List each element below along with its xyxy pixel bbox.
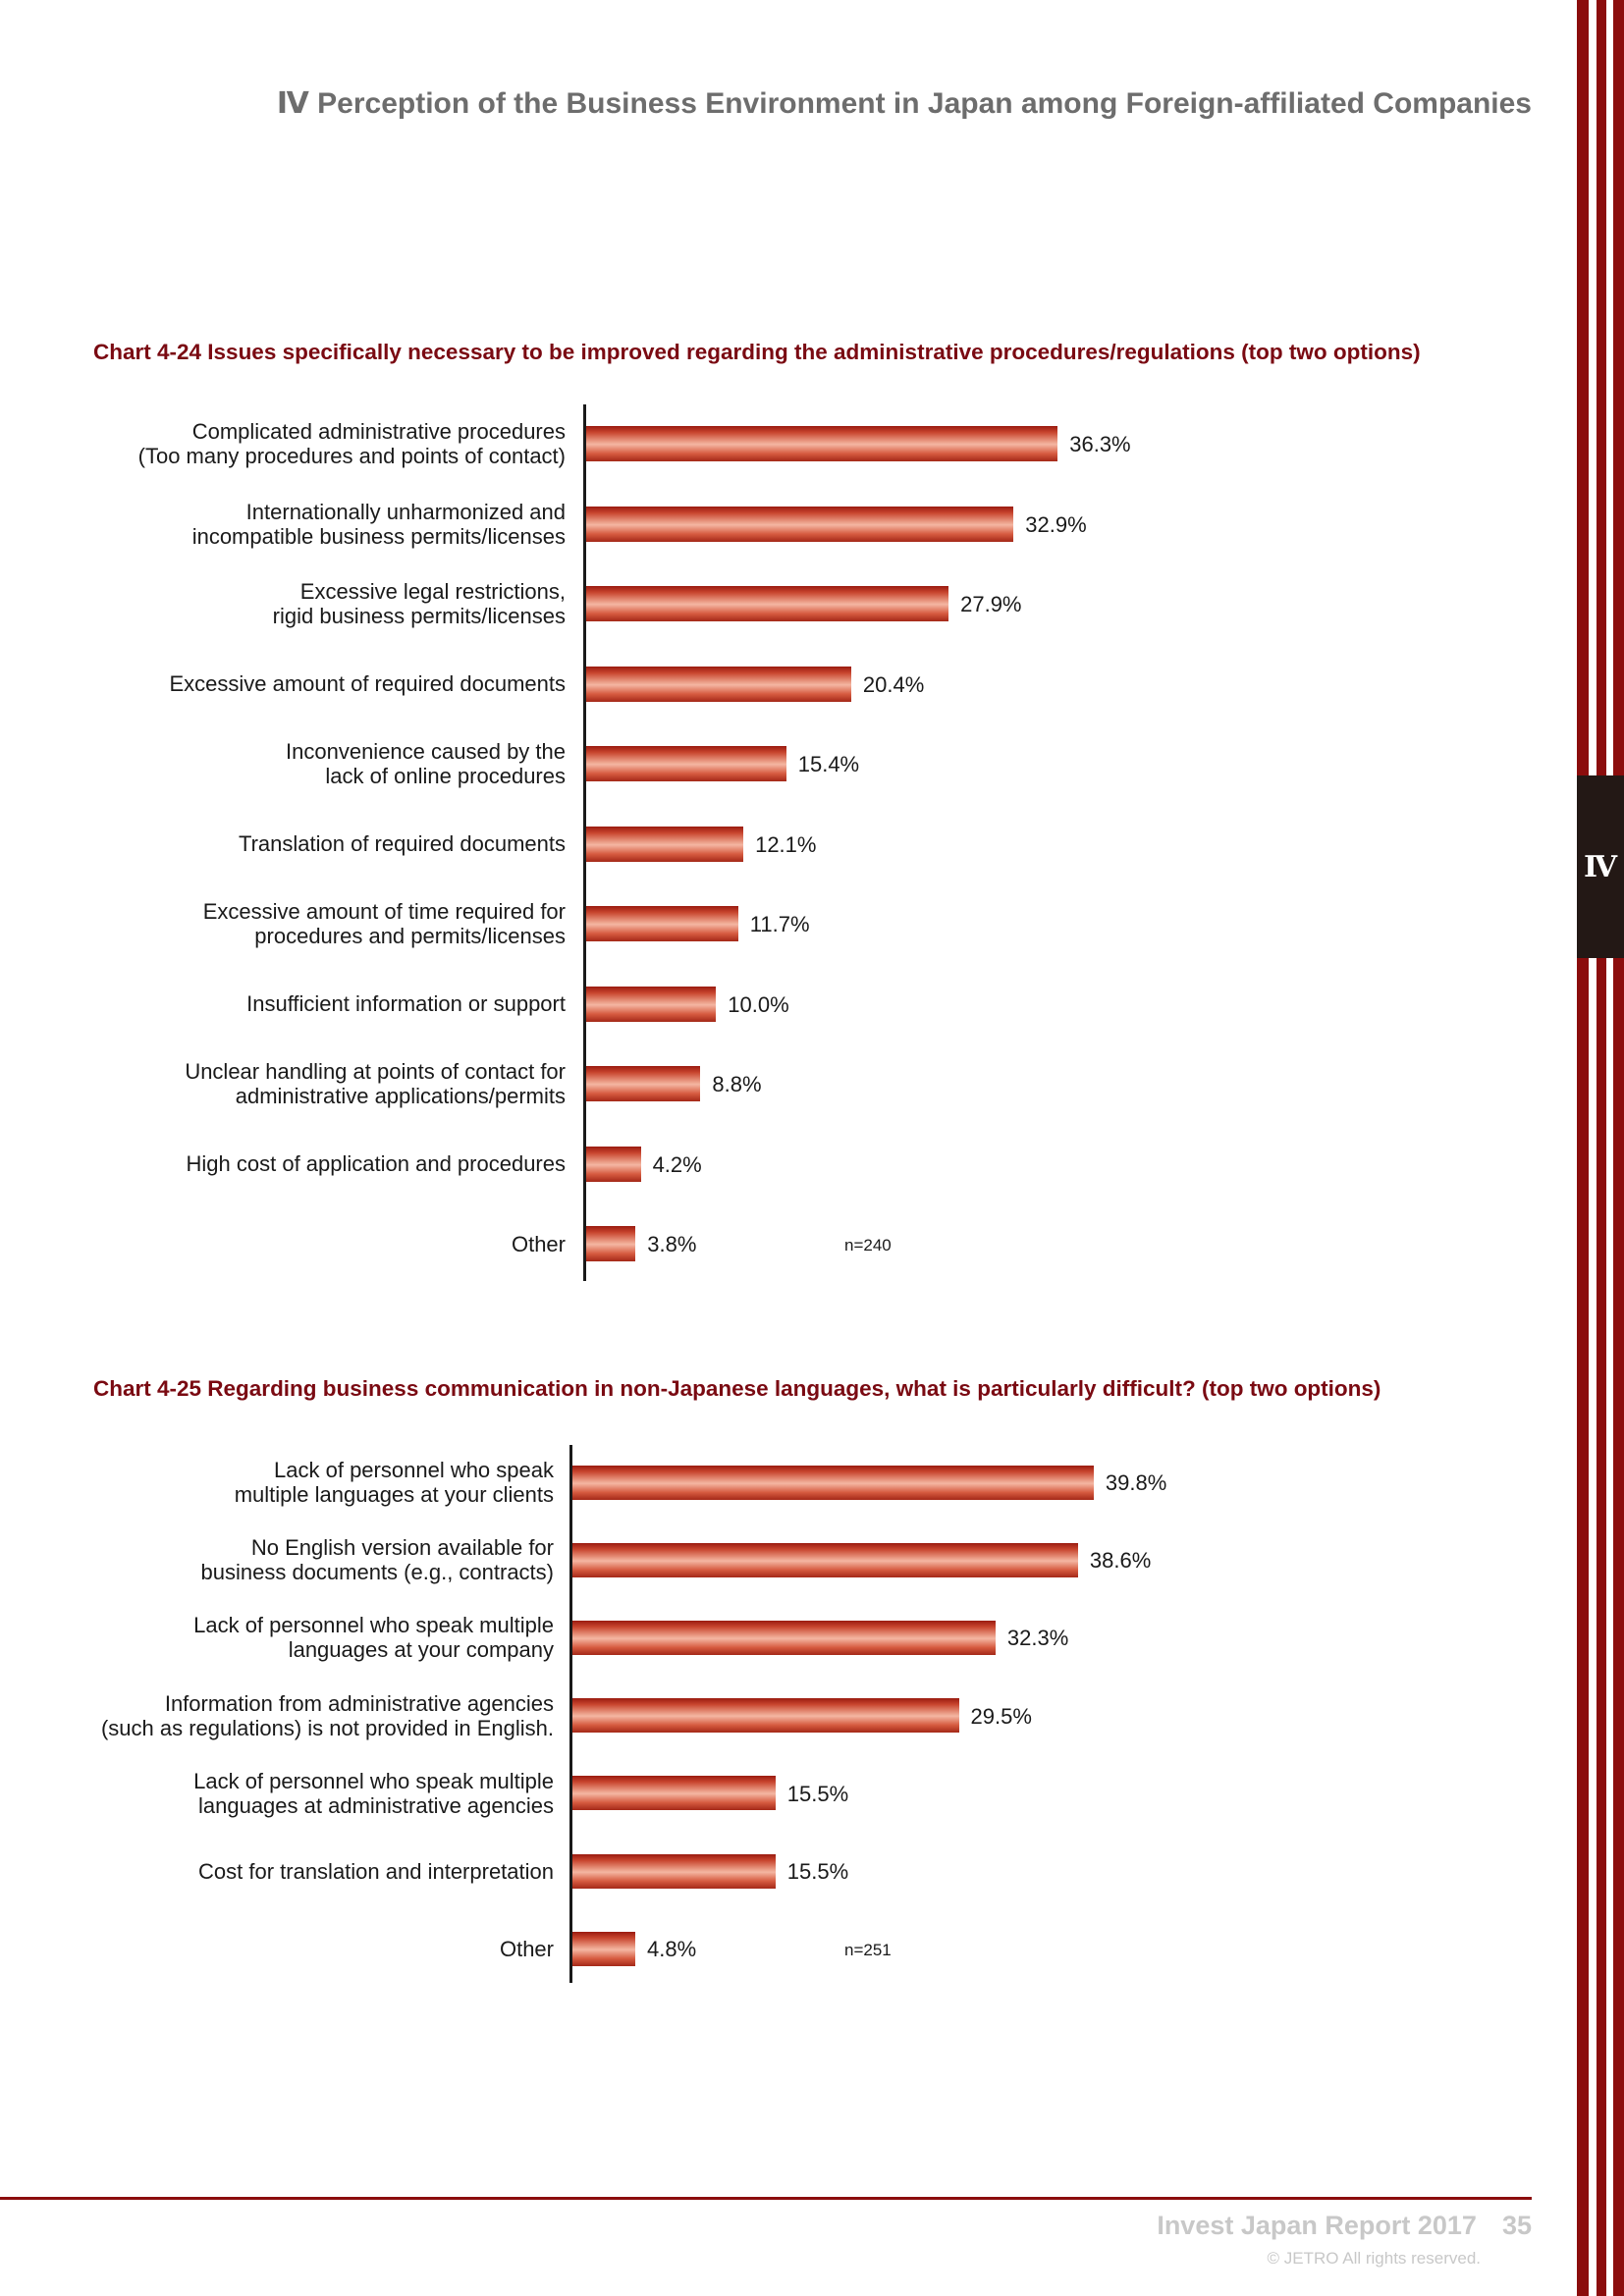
value-label: 36.3% [1069, 432, 1131, 456]
footer-page-number: 35 [1501, 2211, 1532, 2240]
value-label: 38.6% [1089, 1548, 1152, 1574]
footer-divider [0, 2197, 1532, 2200]
sample-size-note: n=240 [844, 1236, 892, 1255]
value-label: 39.8% [1105, 1470, 1167, 1495]
category-label: Information from administrative agencies (such as regulations) is not provided in English. [100, 1690, 554, 1740]
category-label: Complicated administrative procedures (Too many procedures and points of contact) [137, 419, 566, 468]
bar [572, 1854, 776, 1889]
value-label: 15.5% [786, 1859, 849, 1884]
value-label: 15.4% [797, 752, 860, 776]
category-label: Other [499, 1936, 554, 1961]
bar [586, 1147, 641, 1182]
value-label: 12.1% [755, 831, 817, 857]
value-label: 4.8% [647, 1937, 697, 1962]
decorative-stripe [1597, 0, 1606, 2296]
sample-size-note: n=251 [844, 1941, 892, 1960]
value-label: 27.9% [960, 592, 1022, 616]
bar [572, 1776, 776, 1810]
category-label: Lack of personnel who speak multiple languages at your clients [234, 1458, 554, 1507]
bar [572, 1543, 1078, 1577]
category-label: Excessive amount of time required for procedures and permits/licenses [202, 899, 566, 948]
decorative-stripe [1613, 0, 1624, 2296]
value-label: 4.2% [652, 1151, 702, 1177]
bar [586, 426, 1057, 461]
category-label: No English version available for business documents (e.g., contracts) [200, 1535, 554, 1585]
category-label: Internationally unharmonized and incompatible business permits/licenses [191, 499, 566, 549]
bar [572, 1621, 996, 1655]
value-label: 32.3% [1006, 1626, 1069, 1651]
bar [586, 586, 948, 621]
chart-title-4-24: Chart 4-24 Issues specifically necessary to be improved regarding the administrative procedures/regulations (top two options) [93, 340, 1421, 364]
bar [586, 987, 716, 1022]
value-label: 10.0% [728, 991, 789, 1017]
bar [586, 906, 738, 941]
chart-title-4-25: Chart 4-25 Regarding business communication in non-Japanese languages, what is particularly difficult? (top two options) [93, 1376, 1381, 1401]
category-label: Excessive amount of required documents [169, 671, 566, 696]
value-label: 32.9% [1025, 511, 1087, 537]
footer-report-title: Invest Japan Report 2017 [1157, 2211, 1477, 2240]
category-label: Lack of personnel who speak multiple languages at administrative agencies [193, 1768, 554, 1818]
category-label: Inconvenience caused by the lack of online procedures [286, 739, 566, 788]
decorative-stripe [1577, 0, 1589, 2296]
value-label: 29.5% [970, 1703, 1032, 1729]
bar [586, 1066, 700, 1101]
value-label: 11.7% [749, 912, 810, 936]
bar [586, 1226, 635, 1261]
section-header: Ⅳ Perception of the Business Environment in Japan among Foreign-affiliated Companies [276, 87, 1532, 120]
category-label: Insufficient information or support [246, 991, 566, 1016]
bar [572, 1466, 1094, 1500]
footer-report [1157, 2211, 1532, 2241]
bar [572, 1698, 959, 1733]
section-tab: Ⅳ [1577, 775, 1624, 958]
value-label: 8.8% [712, 1072, 762, 1096]
bar [572, 1932, 635, 1966]
value-label: 3.8% [647, 1232, 697, 1256]
value-label: 20.4% [862, 671, 925, 697]
bar [586, 667, 851, 702]
bar [586, 507, 1013, 542]
category-label: Translation of required documents [238, 831, 566, 856]
category-label: High cost of application and procedures [186, 1151, 566, 1176]
category-label: Other [511, 1231, 566, 1256]
bar [586, 746, 786, 781]
bar [586, 827, 743, 862]
footer-copyright: © JETRO All rights reserved. [1267, 2249, 1481, 2268]
category-label: Cost for translation and interpretation [198, 1858, 554, 1884]
category-label: Unclear handling at points of contact for administrative applications/permits [185, 1059, 566, 1108]
category-label: Lack of personnel who speak multiple languages at your company [193, 1613, 554, 1663]
value-label: 15.5% [786, 1781, 849, 1806]
category-label: Excessive legal restrictions, rigid business permits/licenses [272, 579, 566, 628]
